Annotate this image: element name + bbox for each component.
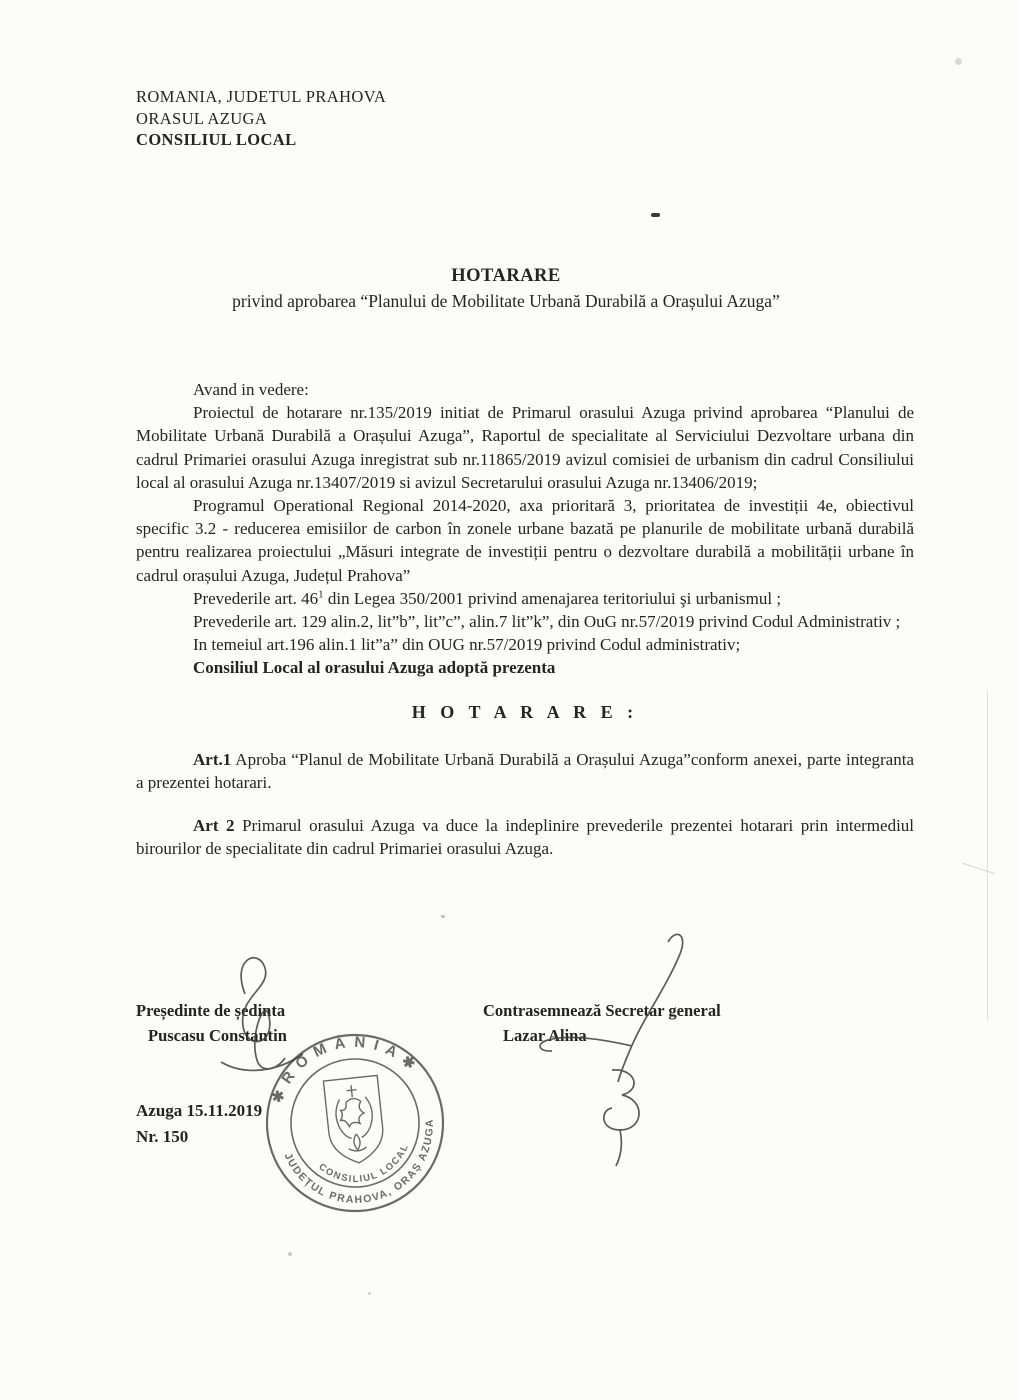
scan-artifact-scratch xyxy=(963,863,996,874)
footnote-superscript: 1 xyxy=(318,588,324,601)
letterhead-council: CONSILIUL LOCAL xyxy=(136,130,297,149)
preamble-paragraph-5: In temeiul art.196 alin.1 lit”a” din OUG nr.57/2019 privind Codul administrativ; xyxy=(193,635,741,655)
stamp-county-town-text: JUDEȚUL PRAHOVA, ORAȘ AZUGA xyxy=(281,1117,436,1207)
article-1-label: Art.1 xyxy=(193,749,232,769)
president-name: Puscasu Constantin xyxy=(148,1026,287,1045)
preamble-paragraph-1: Proiectul de hotarare nr.135/2019 initiat de Primarul orasului Azuga privind aprobarea “Planului de Mobilitate Urbană Durabilă a Orașului Azuga”, Raportul de specialitate al Serviciului Dezvoltare urbana din cadrul Primariei orasului Azuga inregistrat sub nr.11865/2019 avizul comisiei de urbanism din cadrul Consiliului local al orasului Azuga nr.13407/2019 si avizul Secretarului orasului Azuga nr.13406/2019; xyxy=(136,403,914,492)
letterhead-country-county: ROMANIA, JUDETUL PRAHOVA xyxy=(136,87,387,106)
title-block xyxy=(136,266,876,312)
article-2-label: Art 2 xyxy=(193,816,235,836)
article-2 xyxy=(136,814,914,860)
legal-ref-text: Prevederile art. 46 xyxy=(193,588,319,608)
president-signature-scribble xyxy=(183,944,348,1114)
preamble-paragraph-4: Prevederile art. 129 alin.2, lit”b”, lit”c”, alin.7 lit”k”, din OuG nr.57/2019 privind Codul Administrativ ; xyxy=(193,612,901,632)
president-role: Președinte de ședinta xyxy=(136,1001,286,1020)
document-subtitle: privind aprobarea “Planului de Mobilitate Urbană Durabilă a Orașului Azuga” xyxy=(232,291,780,311)
stamp-country-text: ✱ R O M Â N I A ✱ xyxy=(268,1033,421,1106)
decision-heading: H O T A R A R E : xyxy=(411,701,639,722)
place-and-date: Azuga 15.11.2019 xyxy=(136,1101,263,1120)
secretary-role: Contrasemnează Secretar general xyxy=(483,1001,721,1020)
scan-artifact-dot xyxy=(368,1292,371,1295)
decision-number: Nr. 150 xyxy=(136,1127,189,1146)
legal-ref-text-cont: din Legea 350/2001 privind amenajarea teritoriului şi urbanismul ; xyxy=(323,588,782,608)
letterhead xyxy=(136,86,386,151)
preamble-paragraph-2: Programul Operational Regional 2014-2020, axa prioritară 3, prioritatea de investiții 4e, obiectivul specific 3.2 - reducerea emisiilor de carbon în zonele urbane bazată pe planurile de mobilitate urbană durabilă pentru realizarea proiectului „Măsuri integrate de investiții pentru o dezvoltare durabilă a mobilității urbane în cadrul orașului Azuga, Județul Prahova” xyxy=(136,496,914,585)
article-1 xyxy=(136,748,914,794)
preamble-adoption-line: Consiliul Local al orasului Azuga adoptă prezenta xyxy=(193,658,556,678)
letterhead-town: ORASUL AZUGA xyxy=(136,108,268,128)
scan-artifact-dot xyxy=(288,1252,292,1256)
scan-artifact-smudge xyxy=(955,58,962,65)
document-body xyxy=(136,378,914,861)
article-2-text: Primarul orasului Azuga va duce la indeplinire prevederile prezentei hotarari prin intermediul birourilor de specialitate din cadrul Primariei orasului Azuga. xyxy=(136,816,915,859)
scan-artifact-dash xyxy=(651,213,660,217)
scan-artifact-dot xyxy=(441,915,445,918)
scan-artifact-vertical-line xyxy=(987,690,988,1020)
secretary-signature-scribble xyxy=(522,928,737,1173)
article-1-text: Aproba “Planul de Mobilitate Urbană Durabilă a Orașului Azuga”conform anexei, parte integranta a prezentei hotarari. xyxy=(136,749,914,793)
document-title: HOTARARE xyxy=(451,266,561,286)
secretary-name: Lazar Alina xyxy=(503,1026,587,1045)
preamble-paragraph-3 xyxy=(136,587,914,610)
preamble-intro: Avand in vedere: xyxy=(193,380,309,399)
stamp-council-text: CONSILIUL LOCAL xyxy=(316,1141,412,1185)
